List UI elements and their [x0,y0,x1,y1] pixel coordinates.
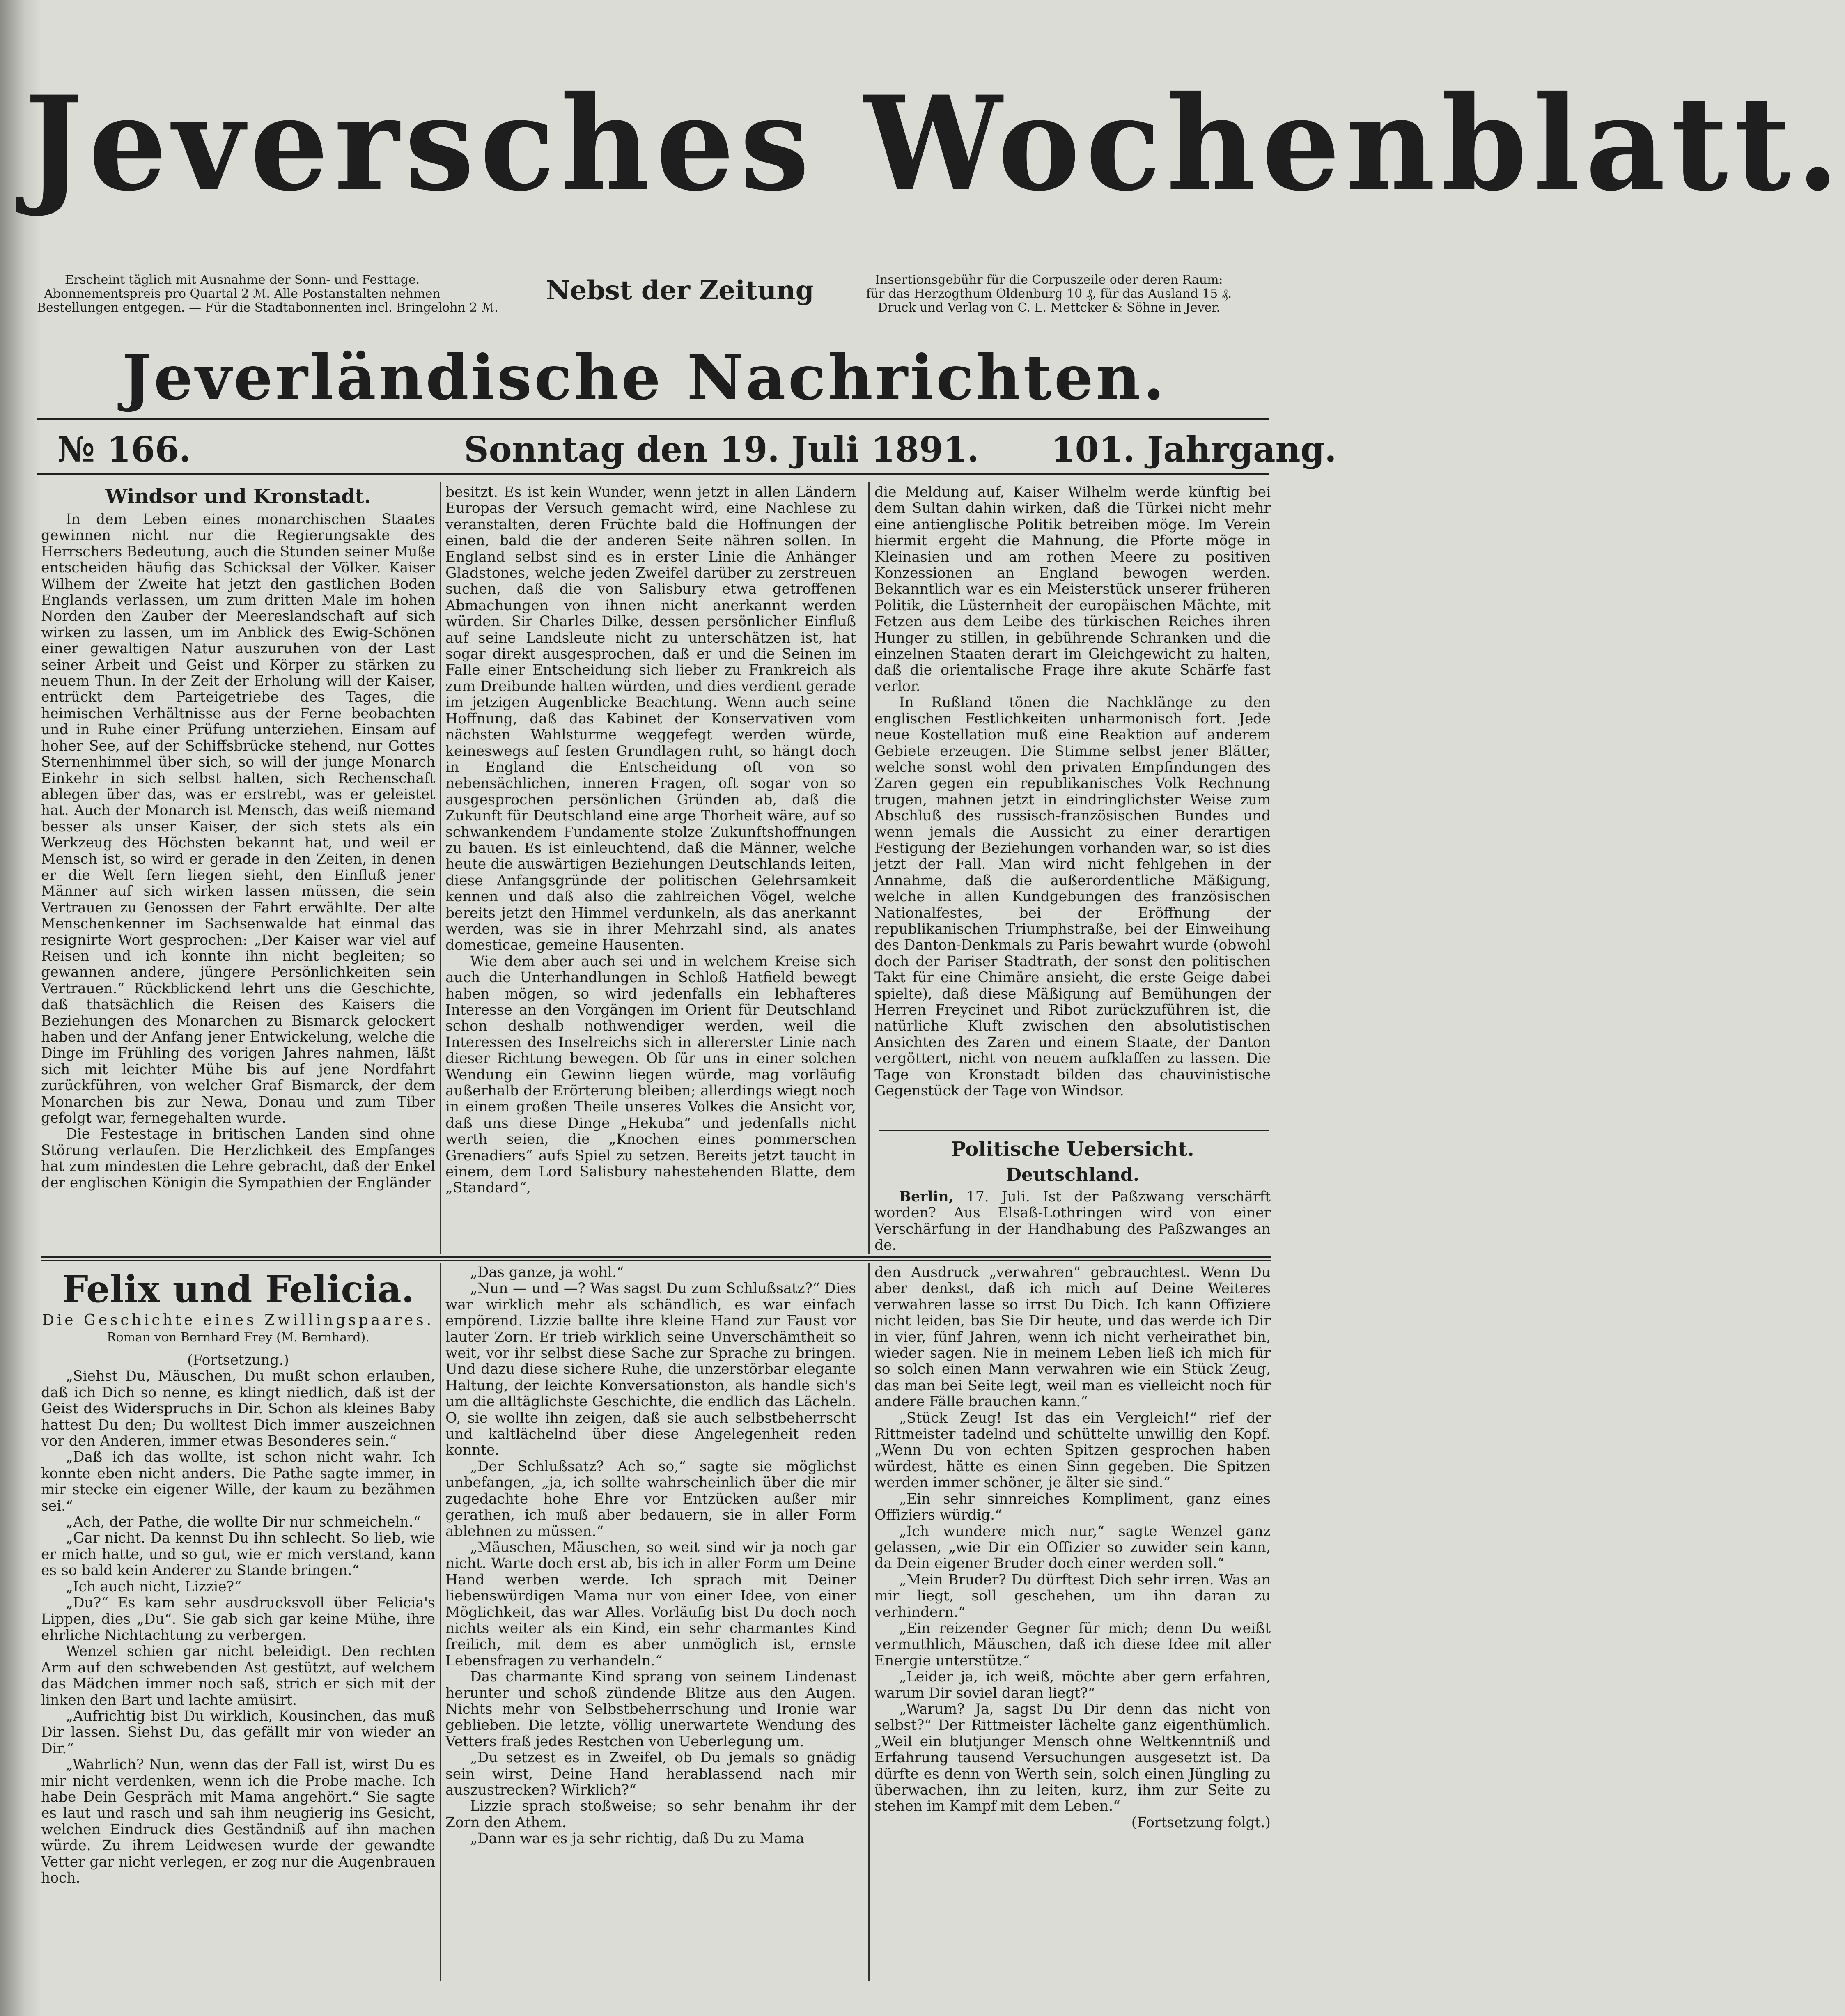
paragraph: die Meldung auf, Kaiser Wilhelm werde künftig bei dem Sultan dahin wirken, daß die Türkei nicht mehr eine antienglische Politik betreiben möge. Im Verein hiermit ergeht die Mahnung, die Pforte möge in Kleinasien und am rothen Meere zu positiven Konzessionen an England bewogen werden. Bekanntlich war es ein Meisterstück unserer früheren Politik, die Lüsternheit der europäischen Mächte, mit Fetzen aus dem Leibe des türkischen Reiches ihren Hunger zu stillen, in gebührende Schranken und die einzelnen Staaten derart im Gleichgewicht zu halten, daß die orientalische Frage ihre akute Schärfe fast verlor. [874,484,1271,695]
berlin-text: 17. Juli. Ist der Paßzwang verschärft worden? Aus Elsaß-Lothringen wird von einer Verschärfung in der Handhabung des Paßzwanges an de. [874,1189,1271,1254]
paragraph: „Gar nicht. Da kennst Du ihn schlecht. So lieb, wie er mich hatte, und so gut, wie er mich verstand, kann es so bald kein Anderer zu Stande bringen.“ [41,1530,435,1579]
paragraph: „Siehst Du, Mäuschen, Du mußt schon erlauben, daß ich Dich so nenne, es klingt niedlich, daß ist der Geist des Widerspruchs in Dir. Schon als kleines Baby hattest Du den; Du wolltest Dich immer auszeichnen vor den Anderen, immer etwas Besonderes sein.“ [41,1368,435,1450]
info-line: Insertionsgebühr für die Corpuszeile oder deren Raum: [875,273,1223,287]
paragraph: „Leider ja, ich weiß, möchte aber gern erfahren, warum Dir soviel daran liegt?“ [874,1669,1271,1701]
section-rule [879,1130,1269,1131]
paragraph: Wenzel schien gar nicht beleidigt. Den rechten Arm auf den schwebenden Ast gestützt, auf welchem das Mädchen immer noch saß, strich er sich mit der linken den Bart und lachte amüsirt. [41,1643,435,1708]
article-column-2 [445,484,856,1248]
paragraph: „Der Schlußsatz? Ach so,“ sagte sie möglichst unbefangen, „ja, ich sollte wahrscheinlich über die mir zugedachte hohe Ehre vor Entzücken außer mir gerathen, ich muß aber bedauern, sie in aller Form ablehnen zu müssen.“ [445,1458,856,1540]
masthead-title: Jeversches Wochenblatt. [25,67,1845,220]
paragraph: In Rußland tönen die Nachklänge zu den englischen Festlichkeiten unharmonisch fort. Jede neue Kostellation muß eine Reaktion auf anderem Gebiete erzeugen. Die Stimme selbst jener Blätter, welche sonst wohl den privaten Empfindungen des Zaren gegen ein republikanisches Volk Rechnung trugen, mahnen jetzt in eindringlichster Weise zum Abschluß des russisch-französischen Bundes und wenn jemals die Aussicht zu einer derartigen Festigung der Beziehungen vorhanden war, so ist dies jetzt der Fall. Man wird nicht fehlgehen in der Annahme, daß die außerordentliche Mäßigung, welche in allen Kundgebungen des französischen Nationalfestes, bei der Eröffnung der republikanischen Triumphstraße, bei der Einweihung des Danton-Denkmals zu Paris bewahrt wurde (obwohl doch der Pariser Stadtrath, der sonst den politischen Takt für eine Chimäre ansieht, die erste Geige dabei spielte), daß diese Mäßigung auf Bemühungen der Herren Freycinet und Ribot zurückzuführen ist, die natürliche Kluft zwischen den absolutistischen Ansichten des Zaren und einem Staate, der Danton vergöttert, nicht von neuem aufklaffen zu lassen. Die Tage von Kronstadt bilden das chauvinistische Gegenstück der Tage von Windsor. [874,694,1271,1100]
issue-date: Sonntag den 19. Juli 1891. [464,429,979,470]
paragraph: „Du?“ Es kam sehr ausdrucksvoll über Felicia's Lippen, dies „Du“. Sie gab sich gar keine Mühe, ihre ehrliche Nichtachtung zu verbergen. [41,1595,435,1644]
paragraph: „Nun — und —? Was sagst Du zum Schlußsatz?“ Dies war wirklich mehr als schändlich, es war einfach empörend. Lizzie ballte ihre kleine Hand zur Faust vor lauter Zorn. Er trieb wirklich seine Unverschämtheit so weit, vor ihr selbst diese Sache zur Sprache zu bringen. Und dazu diese sichere Ruhe, die unzerstörbar elegante Haltung, der leichte Konversationston, als handle sich's um die alltäglichste Geschichte, die endlich das Lächeln. O, sie wollte ihn zeigen, daß sie auch selbstbeherrscht und kaltlächelnd über diese Angelegenheit reden konnte. [445,1280,856,1459]
paragraph: „Ein sehr sinnreiches Kompliment, ganz eines Offiziers würdig.“ [874,1490,1271,1524]
continuation-note: (Fortsetzung.) [187,1352,289,1368]
paragraph: „Stück Zeug! Ist das ein Vergleich!“ rief der Rittmeister tadelnd und schüttelte unwillig den Kopf. „Wenn Du von echten Spitzen gesprochen haben würdest, hätte es einen Sinn gegeben. Die Spitzen werden immer schöner, je älter sie sind.“ [874,1410,1271,1491]
issue-year: 101. Jahrgang. [1051,429,1337,470]
info-line: Erscheint täglich mit Ausnahme der Sonn- und Festtage. [64,273,420,287]
feuilleton-title: Felix und Felicia. [62,1267,414,1311]
article-column-1 [41,484,435,1248]
feuilleton-rule-thin [41,1260,1271,1261]
insertion-info [821,273,1277,315]
paragraph: In dem Leben eines monarchischen Staates gewinnen nicht nur die Regierungsakte des Herrschers Bedeutung, auch die Stunden seiner Muße entscheiden häufig das Schicksal der Völker. Kaiser Wilhem der Zweite hat jetzt den gastlichen Boden Englands verlassen, um zum dritten Male im hohen Norden den Zauber der Meereslandschaft auf sich wirken zu lassen, um im Anblick des Ewig-Schönen einer gewaltigen Natur auszuruhen von der Last seiner Arbeit und Geist und Körper zu stärken zu neuem Thun. In der Zeit der Erholung will der Kaiser, entrückt dem Parteigetriebe des Tages, die heimischen Verhältnisse aus der Ferne beobachten und in Ruhe einer Prüfung unterziehen. Einsam auf hoher See, auf der Schiffsbrücke stehend, nur Gottes Sternenhimmel über sich, so will der junge Monarch Einkehr in sich selbst halten, sich Rechenschaft ablegen über das, was er erstrebt, was er geleistet hat. Auch der Monarch ist Mensch, das weiß niemand besser als unser Kaiser, der sich stets als ein Werkzeug des Höchsten bekannt hat, und weil er Mensch ist, so wird er gerade in den Zeiten, in denen er die Welt fern liegen sieht, den Einfluß jener Männer auf sich wirken lassen müssen, die sein Vertrauen zu Genossen der Fahrt erwählte. Der alte Menschenkenner im Sachsenwalde hat einmal das resignirte Wort gesprochen: „Der Kaiser war viel auf Reisen und ich konnte ihn nicht begleiten; so gewannen andere, jüngere Persönlichkeiten sein Vertrauen.“ Rückblickend lehrt uns die Geschichte, daß thatsächlich die Reisen des Kaisers die Beziehungen des Monarchen zu Bismarck gelockert haben und der Anfang jener Entwickelung, welche die Dinge im Frühling des vorigen Jahres nahmen, läßt sich mit leichter Mühe bis auf jene Nordfahrt zurückführen, von welcher Graf Bismarck, der dem Monarchen bis zur Newa, Donau und zum Tiber gefolgt war, fernegehalten wurde. [41,511,435,1127]
paragraph: Die Festestage in britischen Landen sind ohne Störung verlaufen. Die Herzlichkeit des Empfanges hat zum mindesten die Lehre gebracht, daß der Enkel der englischen Königin die Sympathien der Engländer [41,1126,435,1191]
info-line: für das Herzogthum Oldenburg 10 ₰, für das Ausland 15 ₰. [866,287,1232,301]
paragraph: „Warum? Ja, sagst Du Dir denn das nicht von selbst?“ Der Rittmeister lächelte ganz eigenthümlich. „Weil ein blutjunger Mensch ohne Weltkenntniß und Erfahrung tausend Versuchungen ausgesetzt ist. Da dürfte es denn von Werth sein, solch einen Jüngling zu überwachen, ihn zu leiten, kurz, ihm zur Seite zu stehen im Kampf mit dem Leben.“ [874,1701,1271,1815]
page-gutter-shadow [0,0,41,2016]
paragraph: besitzt. Es ist kein Wunder, wenn jetzt in allen Ländern Europas der Versuch gemacht wird, eine Nachlese zu veranstalten, deren Früchte bald die Hoffnungen der einen, bald die der anderen Seite nähren sollen. In England selbst sind es in erster Linie die Anhänger Gladstones, welche jeden Zweifel darüber zu zerstreuen suchen, daß die von Salisbury etwa getroffenen Abmachungen von ihnen nicht anerkannt werden würden. Sir Charles Dilke, dessen persönlicher Einfluß auf seine Landsleute nicht zu unterschätzen ist, hat sogar direkt ausgesprochen, daß er und die Seinen im Falle einer Entscheidung sich lieber zu Frankreich als zum Dreibunde halten würden, und dies verdient gerade im jetzigen Augenblicke Beachtung. Wenn auch seine Hoffnung, daß das Kabinet der Konservativen vom nächsten Wahlsturme weggefegt werden würde, keineswegs auf festen Grundlagen ruht, so hängt doch in England die Entscheidung oft von so nebensächlichen, inneren Fragen, oft sogar von so ausgesprochen persönlichen Gründen ab, daß die Zukunft für Deutschland eine arge Thorheit wäre, auf so schwankendem Fundamente stolze Zukunftshoffnungen zu bauen. Es ist einleuchtend, daß die Männer, welche heute die auswärtigen Beziehungen Deutschlands leiten, diese Anfangsgründe der politischen Gelehrsamkeit kennen und daß also die zahlreichen Vögel, welche bereits jetzt den Himmel verdunkeln, als das anerkannt werden, was sie in ihrer Mehrzahl sind, als anates domesticae, gemeine Hausenten. [445,484,856,954]
section-heading: Politische Uebersicht. [951,1138,1194,1161]
rule-bottom [37,473,1269,475]
issue-number: № 166. [57,429,191,470]
paragraph: „Ich auch nicht, Lizzie?“ [66,1578,241,1595]
paragraph: „Ich wundere mich nur,“ sagte Wenzel ganz gelassen, „wie Dir ein Offizier so zuwider sein kann, da Dein eigener Bruder doch einer werden soll.“ [874,1523,1271,1572]
article-heading: Windsor und Kronstadt. [105,485,371,508]
paragraph: „Daß ich das wollte, ist schon nicht wahr. Ich konnte eben nicht anders. Die Pathe sagte immer, in mir stecke ein eigener Wille, der kaum zu bezähmen sei.“ [41,1449,435,1514]
paragraph: „Du setzest es in Zweifel, ob Du jemals so gnädig sein wirst, Deine Hand herablassend nach mir auszustrecken? Wirklich?“ [445,1750,856,1798]
paragraph: „Mein Bruder? Du dürftest Dich sehr irren. Was an mir liegt, soll geschehen, um ihn daran zu verhindern.“ [874,1571,1271,1621]
paragraph: „Wahrlich? Nun, wenn das der Fall ist, wirst Du es mir nicht verdenken, wenn ich die Probe mache. Ich habe Dein Gespräch mit Mama angehört.“ Sie sagte es laut und rasch und sah ihm neugierig ins Gesicht, welchen Eindruck dies Geständniß auf ihn machen würde. Zu ihrem Leidwesen wurde der gewandte Vetter gar nicht verlegen, er zog nur die Augenbrauen hoch. [41,1757,435,1886]
paragraph: „Dann war es ja sehr richtig, daß Du zu Mama [470,1830,805,1847]
paragraph: „Das ganze, ja wohl.“ [470,1264,624,1281]
column-divider [440,482,441,1254]
column-divider [868,482,870,1254]
paragraph: Das charmante Kind sprang von seinem Lindenast herunter und schoß zündende Blitze aus den Augen. Nichts mehr von Selbstbeherrschung und Ironie war geblieben. Die letzte, völlig unerwartete Wendung des Vetters fraß jedes Restchen von Ueberlegung um. [445,1669,856,1750]
info-line: Druck und Verlag von C. L. Mettcker & Söhne in Jever. [877,301,1221,315]
rule-top [37,418,1269,420]
masthead-subtitle: Jeverländische Nachrichten. [122,342,1167,414]
subscription-info [37,273,498,315]
paragraph: den Ausdruck „verwahren“ gebrauchtest. Wenn Du aber denkst, daß ich mich auf Deine Weiteres verwahren lasse so irrst Du Dich. Ich kann Offiziere nicht leiden, bas Sie Dir heute, und das werde ich Dir in vier, fünf Jahren, wenn ich nicht verheirathet bin, wieder sagen. Nie in meinem Leben ließ ich mich für so solch einen Mann verwahren wie ein Stück Zeug, das man bei Seite legt, weil man es vielleicht noch für andere Fälle brauchen kann.“ [874,1264,1271,1410]
nebst-label: Nebst der Zeitung [546,275,814,306]
feuilleton-author: Roman von Bernhard Frey (M. Bernhard). [107,1330,369,1345]
feuilleton-column-1 [41,1265,435,1975]
paragraph: „Ein reizender Gegner für mich; denn Du weißt vermuthlich, Mäuschen, daß ich diese Idee mit aller Energie unterstütze.“ [874,1620,1271,1669]
paragraph: „Aufrichtig bist Du wirklich, Kousinchen, das muß Dir lassen. Siehst Du, das gefällt mir von wieder an Dir.“ [41,1708,435,1757]
info-line: Bestellungen entgegen. — Für die Stadtabonnenten incl. Bringelohn 2 ℳ. [37,301,498,315]
paragraph: Wie dem aber auch sei und in welchem Kreise sich auch die Unterhandlungen in Schloß Hatfield bewegt haben mögen, so wird jedenfalls ein lebhafteres Interesse an den Vorgängen im Orient für Deutschland schon deshalb nothwendiger werden, weil die Interessen des Inselreichs sich in allererster Linie nach dieser Richtung bewegen. Ob für uns in einer solchen Wendung ein Gewinn liegen würde, mag vorläufig außerhalb der Erörterung bleiben; allerdings wiegt noch in einem großen Theile unseres Volkes die Ansicht vor, daß uns diese Dinge „Hekuba“ und jedenfalls nicht werth seien, die „Knochen eines pommerschen Grenadiers“ aufs Spiel zu setzen. Bereits jetzt taucht in einem, dem Lord Salisbury nahestehenden Blatte, dem „Standard“, [445,953,856,1196]
feuilleton-column-2 [445,1265,856,1975]
political-overview [874,1137,1271,1252]
paragraph: Lizzie sprach stoßweise; so sehr benahm ihr der Zorn den Athem. [445,1798,856,1831]
info-line: Abonnementspreis pro Quartal 2 ℳ. Alle Postanstalten nehmen [44,287,441,301]
column-divider [440,1263,441,1981]
feuilleton-column-3 [874,1265,1271,1975]
feuilleton-rule [41,1256,1271,1258]
feuilleton-subtitle: Die Geschichte eines Zwillingspaares. [42,1312,434,1329]
article-column-3 [874,484,1271,1248]
subheading: Deutschland. [1005,1164,1140,1185]
berlin-lead: Berlin, [899,1189,954,1205]
to-be-continued: (Fortsetzung folgt.) [1131,1814,1271,1831]
column-divider [868,1263,870,1981]
paragraph: „Ach, der Pathe, die wollte Dir nur schmeicheln.“ [66,1514,421,1531]
paragraph: „Mäuschen, Mäuschen, so weit sind wir ja noch gar nicht. Warte doch erst ab, bis ich in aller Form um Deine Hand werben werde. Ich sprach mit Deiner liebenswürdigen Mama nur von einer Idee, von einer Möglichkeit, das war Alles. Vorläufig bist Du doch noch nichts weiter als ein Kind, ein sehr charmantes Kind freilich, mit dem es aber unmöglich ist, ernste Lebensfragen zu verhandeln.“ [445,1539,856,1669]
